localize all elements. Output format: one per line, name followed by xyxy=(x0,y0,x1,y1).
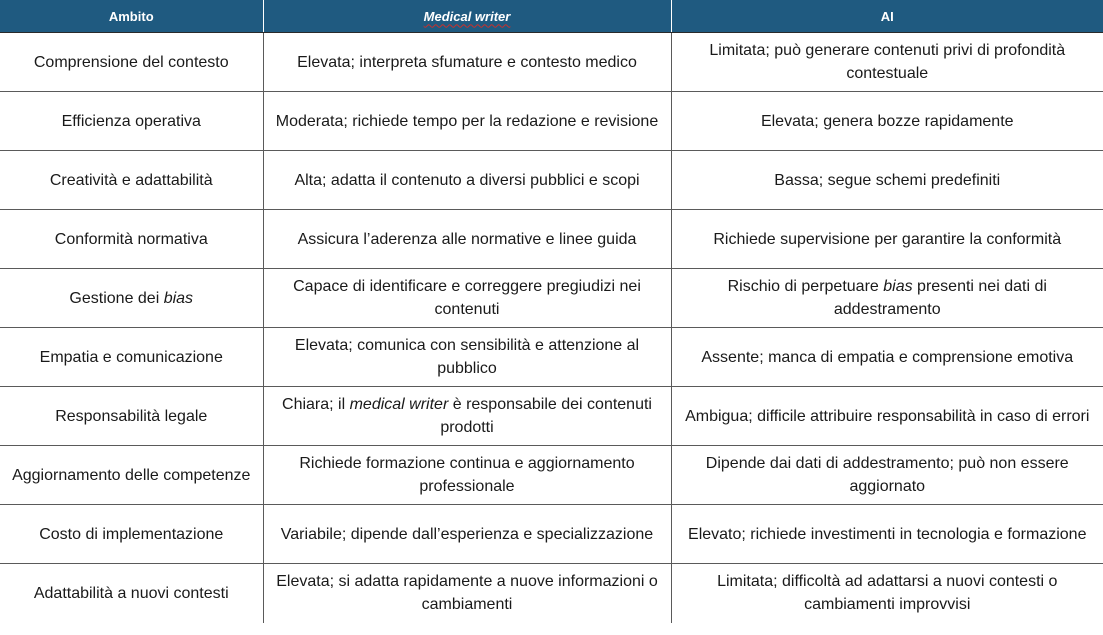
cell-ai: Assente; manca di empatia e comprensione emotiva xyxy=(671,328,1103,387)
cell-medical-writer: Elevata; comunica con sensibilità e attenzione al pubblico xyxy=(263,328,671,387)
header-medical-writer xyxy=(263,0,671,33)
cell-medical-writer: Variabile; dipende dall’esperienza e specializzazione xyxy=(263,505,671,564)
cell-ai-text-prefix: Rischio di perpetuare xyxy=(727,278,884,295)
cell-medical-writer: Elevata; interpreta sfumature e contesto medico xyxy=(263,33,671,92)
cell-ambito: Efficienza operativa xyxy=(0,92,263,151)
cell-ai: Dipende dai dati di addestramento; può non essere aggiornato xyxy=(671,446,1103,505)
cell-medical-writer: Capace di identificare e correggere pregiudizi nei contenuti xyxy=(263,269,671,328)
table-row xyxy=(0,446,1103,505)
cell-ai: Richiede supervisione per garantire la conformità xyxy=(671,210,1103,269)
cell-ai: Bassa; segue schemi predefiniti xyxy=(671,151,1103,210)
cell-medical-writer: Richiede formazione continua e aggiornamento professionale xyxy=(263,446,671,505)
table-row xyxy=(0,151,1103,210)
table-header-row xyxy=(0,0,1103,33)
cell-ambito: Comprensione del contesto xyxy=(0,33,263,92)
cell-ai-italic: bias xyxy=(883,278,913,295)
table-row xyxy=(0,210,1103,269)
cell-ai: Ambigua; difficile attribuire responsabilità in caso di errori xyxy=(671,387,1103,446)
header-medical-writer-label: Medical writer xyxy=(423,8,511,24)
cell-ai: Elevato; richiede investimenti in tecnologia e formazione xyxy=(671,505,1103,564)
table-row xyxy=(0,269,1103,328)
table-row xyxy=(0,564,1103,623)
header-ambito: Ambito xyxy=(0,0,263,33)
cell-ambito xyxy=(0,269,263,328)
cell-ambito: Creatività e adattabilità xyxy=(0,151,263,210)
cell-ambito: Empatia e comunicazione xyxy=(0,328,263,387)
cell-ambito-italic: bias xyxy=(163,289,194,307)
table-row xyxy=(0,387,1103,446)
cell-mw-text-prefix: Chiara; il xyxy=(282,396,350,413)
cell-ambito: Aggiornamento delle competenze xyxy=(0,446,263,505)
cell-medical-writer: Moderata; richiede tempo per la redazione e revisione xyxy=(263,92,671,151)
cell-ambito: Adattabilità a nuovi contesti xyxy=(0,564,263,623)
cell-mw-italic: medical writer xyxy=(349,396,449,413)
table-row xyxy=(0,33,1103,92)
cell-mw-text-suffix: è responsabile dei contenuti prodotti xyxy=(440,396,652,436)
cell-medical-writer: Elevata; si adatta rapidamente a nuove informazioni o cambiamenti xyxy=(263,564,671,623)
header-ai: AI xyxy=(671,0,1103,33)
cell-ambito: Conformità normativa xyxy=(0,210,263,269)
cell-ambito: Costo di implementazione xyxy=(0,505,263,564)
table-row xyxy=(0,505,1103,564)
cell-ambito: Responsabilità legale xyxy=(0,387,263,446)
cell-ai: Limitata; difficoltà ad adattarsi a nuovi contesti o cambiamenti improvvisi xyxy=(717,573,1058,614)
table-row xyxy=(0,328,1103,387)
cell-medical-writer: Assicura l’aderenza alle normative e linee guida xyxy=(263,210,671,269)
cell-ambito-text: Gestione dei xyxy=(69,289,164,307)
cell-medical-writer xyxy=(263,387,671,446)
cell-ai-text-suffix: presenti nei dati di addestramento xyxy=(833,278,1047,318)
cell-ai: Elevata; genera bozze rapidamente xyxy=(671,92,1103,151)
cell-ai xyxy=(671,269,1103,328)
table-row xyxy=(0,92,1103,151)
cell-ai: Limitata; può generare contenuti privi di profondità contestuale xyxy=(671,33,1103,92)
cell-medical-writer: Alta; adatta il contenuto a diversi pubblici e scopi xyxy=(263,151,671,210)
